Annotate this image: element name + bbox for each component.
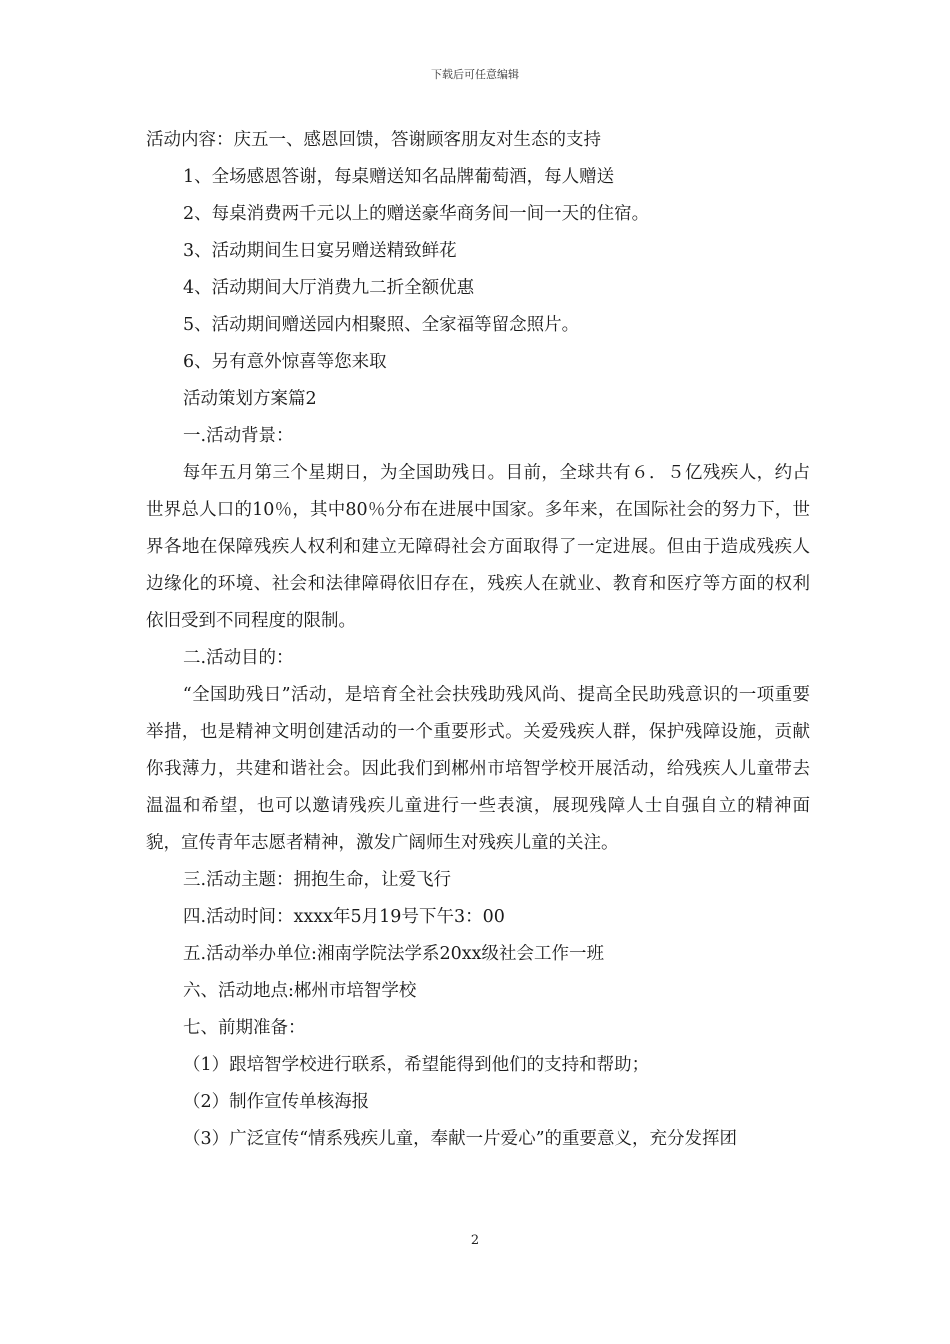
list-item: 2、每桌消费两千元以上的赠送豪华商务间一间一天的住宿。	[183, 204, 650, 224]
list-item: 1、全场感恩答谢，每桌赠送知名品牌葡萄酒，每人赠送	[183, 167, 615, 187]
list-item: （3）广泛宣传“情系残疾儿童，奉献一片爱心”的重要意义，充分发挥团	[183, 1129, 738, 1149]
list-item: 5、活动期间赠送园内相聚照、全家福等留念照片。	[183, 315, 580, 335]
list-item: 3、活动期间生日宴另赠送精致鲜花	[183, 241, 457, 261]
document-body	[146, 122, 810, 1158]
list-item: （2）制作宣传单核海报	[183, 1092, 370, 1112]
list-item: 4、活动期间大厅消费九二折全额优惠	[183, 278, 475, 298]
section-heading: 四.活动时间：xxxx年5月19号下午3：00	[183, 907, 505, 927]
paragraph-text: 每年五月第三个星期日，为全国助残日。目前，全球共有６．５亿残疾人，约占世界总人口的10％，其中80％分布在进展中国家。多年来，在国际社会的努力下，世界各地在保障残疾人权利和建立无障碍社会方面取得了一定进展。但由于造成残疾人边缘化的环境、社会和法律障碍依旧存在，残疾人在就业、教育和医疗等方面的权利依旧受到不同程度的限制。	[146, 463, 810, 631]
list-item: 6、另有意外惊喜等您来取	[183, 352, 387, 372]
section-heading: 二.活动目的：	[183, 648, 294, 668]
section-heading: 三.活动主题：拥抱生命，让爱飞行	[183, 870, 452, 890]
text-line: 活动内容：庆五一、感恩回馈，答谢顾客朋友对生态的支持	[146, 130, 601, 150]
list-item: （1）跟培智学校进行联系，希望能得到他们的支持和帮助；	[183, 1055, 650, 1075]
section-heading: 五.活动举办单位:湘南学院法学系20xx级社会工作一班	[183, 944, 604, 964]
page-number: 2	[470, 1233, 480, 1248]
background-paragraph	[146, 455, 810, 640]
purpose-paragraph	[146, 677, 810, 862]
page-header: 下载后可任意编辑	[431, 68, 519, 81]
section-heading: 一.活动背景：	[183, 426, 294, 446]
section-title: 活动策划方案篇2	[183, 389, 317, 409]
section-heading: 六、活动地点:郴州市培智学校	[183, 981, 417, 1001]
section-heading: 七、前期准备：	[183, 1018, 306, 1038]
paragraph-text: “全国助残日”活动，是培育全社会扶残助残风尚、提高全民助残意识的一项重要举措，也是精神文明创建活动的一个重要形式。关爱残疾人群，保护残障设施，贡献你我薄力，共建和谐社会。因此我们到郴州市培智学校开展活动，给残疾人儿童带去温温和希望，也可以邀请残疾儿童进行一些表演，展现残障人士自强自立的精神面貌，宣传青年志愿者精神，激发广阔师生对残疾儿童的关注。	[146, 685, 810, 853]
